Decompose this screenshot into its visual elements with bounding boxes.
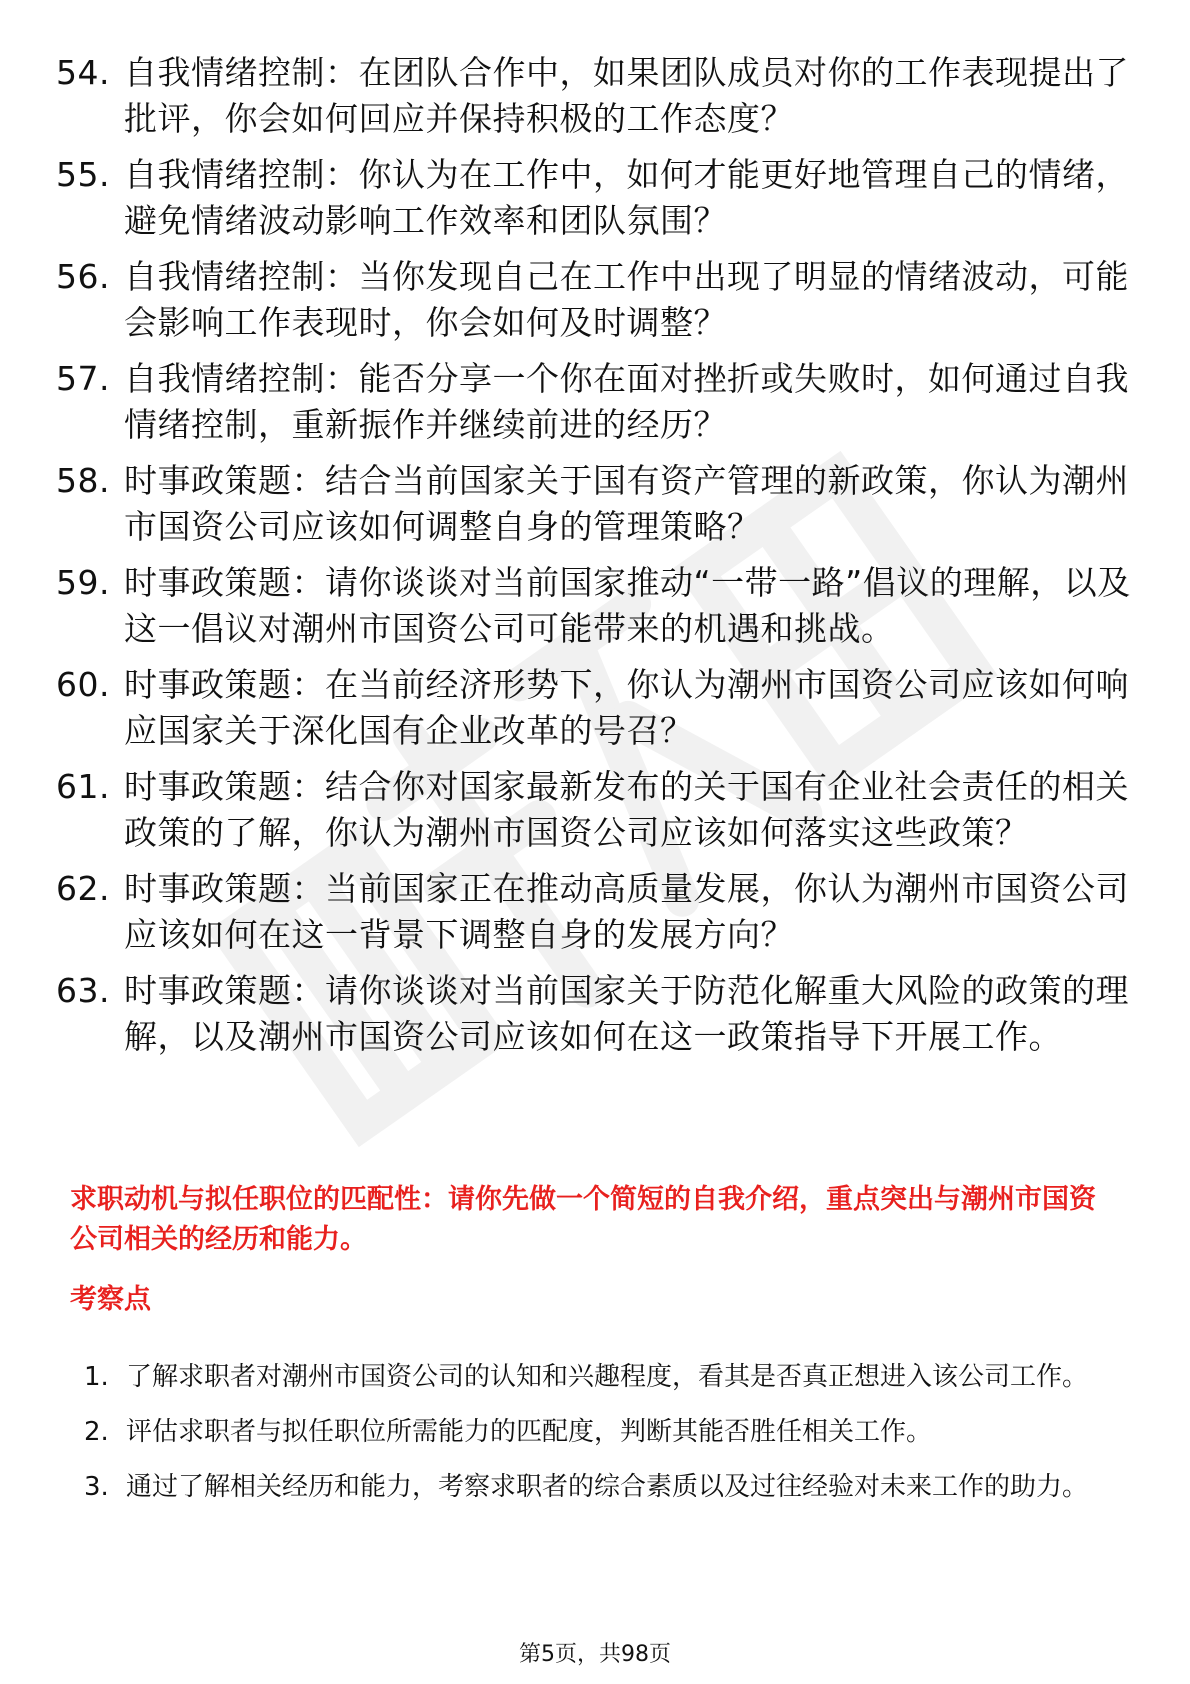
question-number: 55. <box>56 155 110 194</box>
question-number: 62. <box>56 869 110 908</box>
question-number: 63. <box>56 971 110 1010</box>
question-item <box>56 764 1136 856</box>
page-footer: 第5页，共98页 <box>519 1642 671 1667</box>
question-item <box>56 560 1136 652</box>
question-number: 58. <box>56 461 110 500</box>
assessment-point <box>84 1405 1124 1460</box>
assessment-point-text: 通过了解相关经历和能力，考察求职者的综合素质以及过往经验对未来工作的助力。 <box>126 1472 1089 1502</box>
question-number: 59. <box>56 563 110 602</box>
question-text: 自我情绪控制：能否分享一个你在面对挫折或失败时，如何通过自我情绪控制，重新振作并继续前进的经历？ <box>124 359 1129 444</box>
question-number: 56. <box>56 257 110 296</box>
question-text: 时事政策题：结合你对国家最新发布的关于国有企业社会责任的相关政策的了解，你认为潮州市国资公司应该如何落实这些政策？ <box>124 767 1129 852</box>
question-number: 54. <box>56 53 110 92</box>
section-heading: 求职动机与拟任职位的匹配性：请你先做一个简短的自我介绍，重点突出与潮州市国资公司相关的经历和能力。 <box>70 1184 1096 1255</box>
question-item <box>56 50 1136 142</box>
question-item <box>56 968 1136 1060</box>
question-text: 自我情绪控制：当你发现自己在工作中出现了明显的情绪波动，可能会影响工作表现时，你会如何及时调整？ <box>124 257 1129 342</box>
assessment-points-list <box>84 1350 1124 1515</box>
question-item <box>56 866 1136 958</box>
assessment-point <box>84 1350 1124 1405</box>
question-list <box>56 50 1136 1070</box>
question-item <box>56 662 1136 754</box>
question-text: 自我情绪控制：在团队合作中，如果团队成员对你的工作表现提出了批评，你会如何回应并保持积极的工作态度？ <box>124 53 1129 138</box>
question-item <box>56 356 1136 448</box>
question-text: 时事政策题：请你谈谈对当前国家关于防范化解重大风险的政策的理解，以及潮州市国资公司应该如何在这一政策指导下开展工作。 <box>124 971 1129 1056</box>
assessment-points-title: 考察点 <box>70 1284 151 1315</box>
question-text: 自我情绪控制：你认为在工作中，如何才能更好地管理自己的情绪，避免情绪波动影响工作效率和团队氛围？ <box>124 155 1129 240</box>
question-number: 57. <box>56 359 110 398</box>
assessment-point-number: 2. <box>84 1417 109 1447</box>
question-number: 60. <box>56 665 110 704</box>
assessment-point-number: 1. <box>84 1362 109 1392</box>
question-number: 61. <box>56 767 110 806</box>
question-text: 时事政策题：请你谈谈对当前国家推动“一带一路”倡议的理解，以及这一倡议对潮州市国资公司可能带来的机遇和挑战。 <box>124 563 1131 648</box>
assessment-point-number: 3. <box>84 1472 109 1502</box>
assessment-point-text: 了解求职者对潮州市国资公司的认知和兴趣程度，看其是否真正想进入该公司工作。 <box>126 1362 1089 1392</box>
assessment-point-text: 评估求职者与拟任职位所需能力的匹配度，判断其能否胜任相关工作。 <box>126 1417 933 1447</box>
question-text: 时事政策题：结合当前国家关于国有资产管理的新政策，你认为潮州市国资公司应该如何调整自身的管理策略？ <box>124 461 1129 546</box>
question-item <box>56 254 1136 346</box>
question-text: 时事政策题：在当前经济形势下，你认为潮州市国资公司应该如何响应国家关于深化国有企业改革的号召？ <box>124 665 1129 750</box>
question-item <box>56 152 1136 244</box>
question-item <box>56 458 1136 550</box>
assessment-point <box>84 1460 1124 1515</box>
question-text: 时事政策题：当前国家正在推动高质量发展，你认为潮州市国资公司应该如何在这一背景下调整自身的发展方向？ <box>124 869 1129 954</box>
